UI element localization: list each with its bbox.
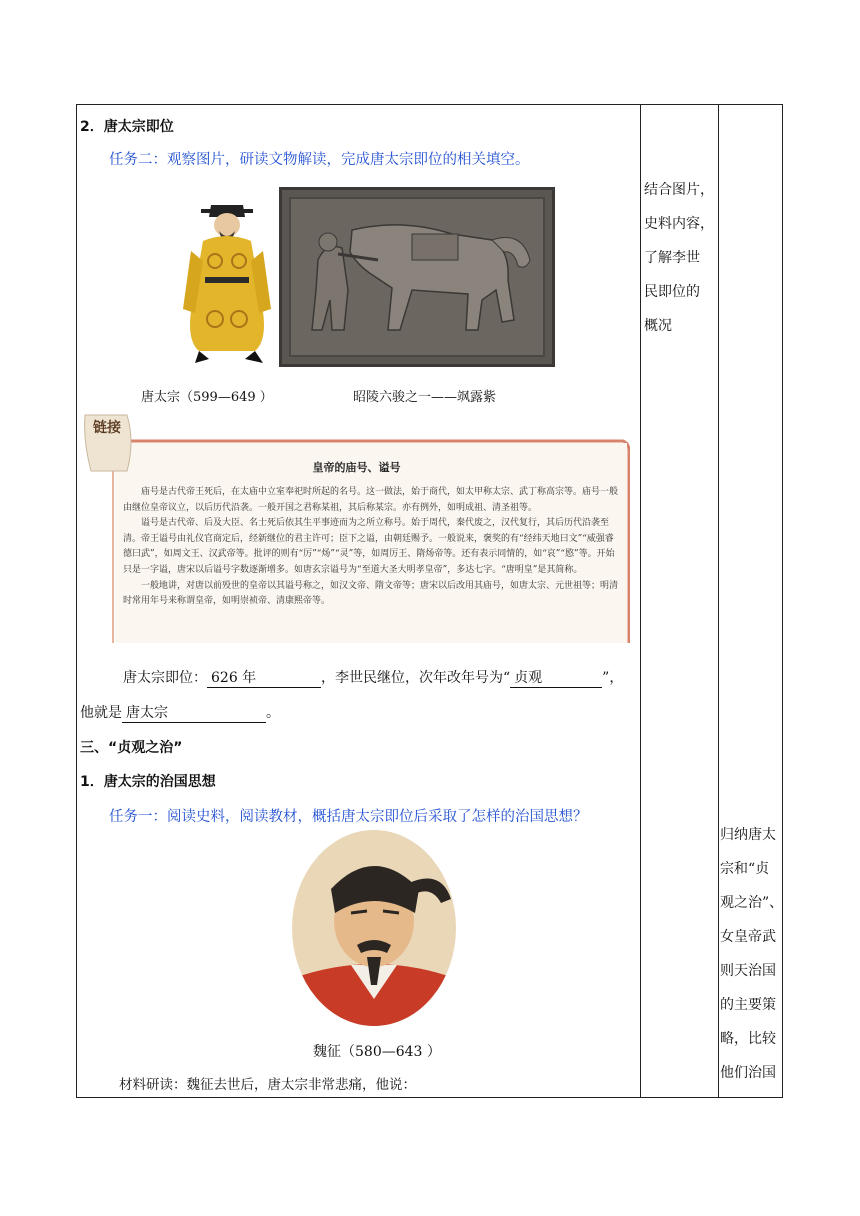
blank-emperor-name: 唐太宗: [122, 702, 266, 723]
material-reading: 材料研读：魏征去世后，唐太宗非常悲痛，他说：: [119, 1077, 416, 1093]
design-intent-column: [640, 105, 718, 1097]
design-intent-note: [644, 173, 718, 343]
design-intent-line: 民即位的: [644, 284, 700, 300]
summary-line: 归纳唐太: [720, 827, 776, 843]
fill-in-text: 。: [266, 705, 280, 721]
link-body: [123, 485, 619, 610]
caption-taizong: 唐太宗（599—649 ）: [141, 390, 273, 405]
task-two-text: 任务二：观察图片，研读文物解读，完成唐太宗即位的相关填空。: [109, 152, 530, 168]
fill-in-line-1: [123, 667, 623, 688]
wei-zheng-portrait: [291, 829, 457, 1027]
caption-saluzi: 昭陵六骏之一——飒露紫: [353, 390, 497, 405]
summary-line: 略，比较: [720, 1031, 776, 1047]
blank-year: 626 年: [207, 667, 321, 688]
summary-line: 宗和“贞: [720, 861, 770, 877]
design-intent-line: 结合图片，: [644, 182, 714, 198]
emperor-taizong-image: [181, 191, 273, 369]
section-2-heading: 2．唐太宗即位: [80, 119, 174, 135]
link-badge: 链接: [93, 420, 121, 436]
blank-era-name: 贞观: [510, 667, 602, 688]
fill-in-text: ，李世民继位，次年改年号为“: [321, 670, 511, 686]
summary-line: 观之治”、: [720, 895, 784, 911]
summary-column: [718, 105, 784, 1097]
fill-in-text: ”，: [602, 670, 624, 686]
link-paragraph: 一般地讲，对唐以前殁世的皇帝以其谥号称之，如汉文帝、隋文帝等；唐宋以后改用其庙号，如唐太宗、元世祖等；明清时常用年号来称谓皇帝，如明崇祯帝、清康熙帝等。: [123, 580, 619, 607]
summary-note: [720, 818, 784, 1090]
summary-line: 他们治国: [720, 1065, 776, 1081]
design-intent-line: 了解李世: [644, 250, 700, 266]
link-paragraph: 谥号是古代帝、后及大臣、名士死后依其生平事迹而为之所立称号。始于周代，秦代废之，汉代复行，其后历代沿袭至清。帝王谥号由礼仪官商定后，经新继位的君主许可；臣下之谥，由朝廷赐予。一般说来，褒奖的有“经纬天地曰文”“威强睿德曰武”，如周文王、汉武帝等。批评的则有“厉”“炀”“灵”等，如周厉王、隋炀帝等。还有表示同情的，如“哀”“愍”等。开始只是一字谥，唐宋以后谥号字数逐渐增多。如唐玄宗谥号为“至道大圣大明孝皇帝”，多达七字。“唐明皇”是其简称。: [123, 518, 615, 575]
main-column: [77, 105, 640, 1097]
summary-line: 的主要策: [720, 997, 776, 1013]
fill-in-label: 唐太宗即位：: [123, 670, 207, 686]
lesson-table: [76, 104, 783, 1098]
caption-wei-zheng: 魏征（580—643 ）: [313, 1044, 441, 1060]
fill-in-line-2: [80, 702, 280, 723]
link-paragraph: 庙号是古代帝王死后，在太庙中立室奉祀时所起的名号。这一做法，始于商代，如太甲称太宗、武丁称高宗等。庙号一般由继位皇帝议立，以后历代沿袭。一般开国之君称某祖，其后称某宗。亦有例外，如明成祖、清圣祖等。: [123, 487, 619, 513]
section-3-sub-heading: 1．唐太宗的治国思想: [80, 774, 216, 790]
design-intent-line: 概况: [644, 318, 672, 334]
task-one-text: 任务一：阅读史料，阅读教材，概括唐太宗即位后采取了怎样的治国思想？: [109, 809, 588, 825]
saluzi-relief-image: [279, 187, 555, 367]
summary-line: 女皇帝武: [720, 929, 776, 945]
fill-in-text: 他就是: [80, 705, 122, 721]
summary-line: 则天治国: [720, 963, 776, 979]
link-title: 皇帝的庙号、谥号: [312, 461, 401, 474]
design-intent-line: 史料内容，: [644, 216, 714, 232]
section-3-heading: 三、“贞观之治”: [80, 740, 183, 756]
link-reference-box: [83, 411, 630, 656]
